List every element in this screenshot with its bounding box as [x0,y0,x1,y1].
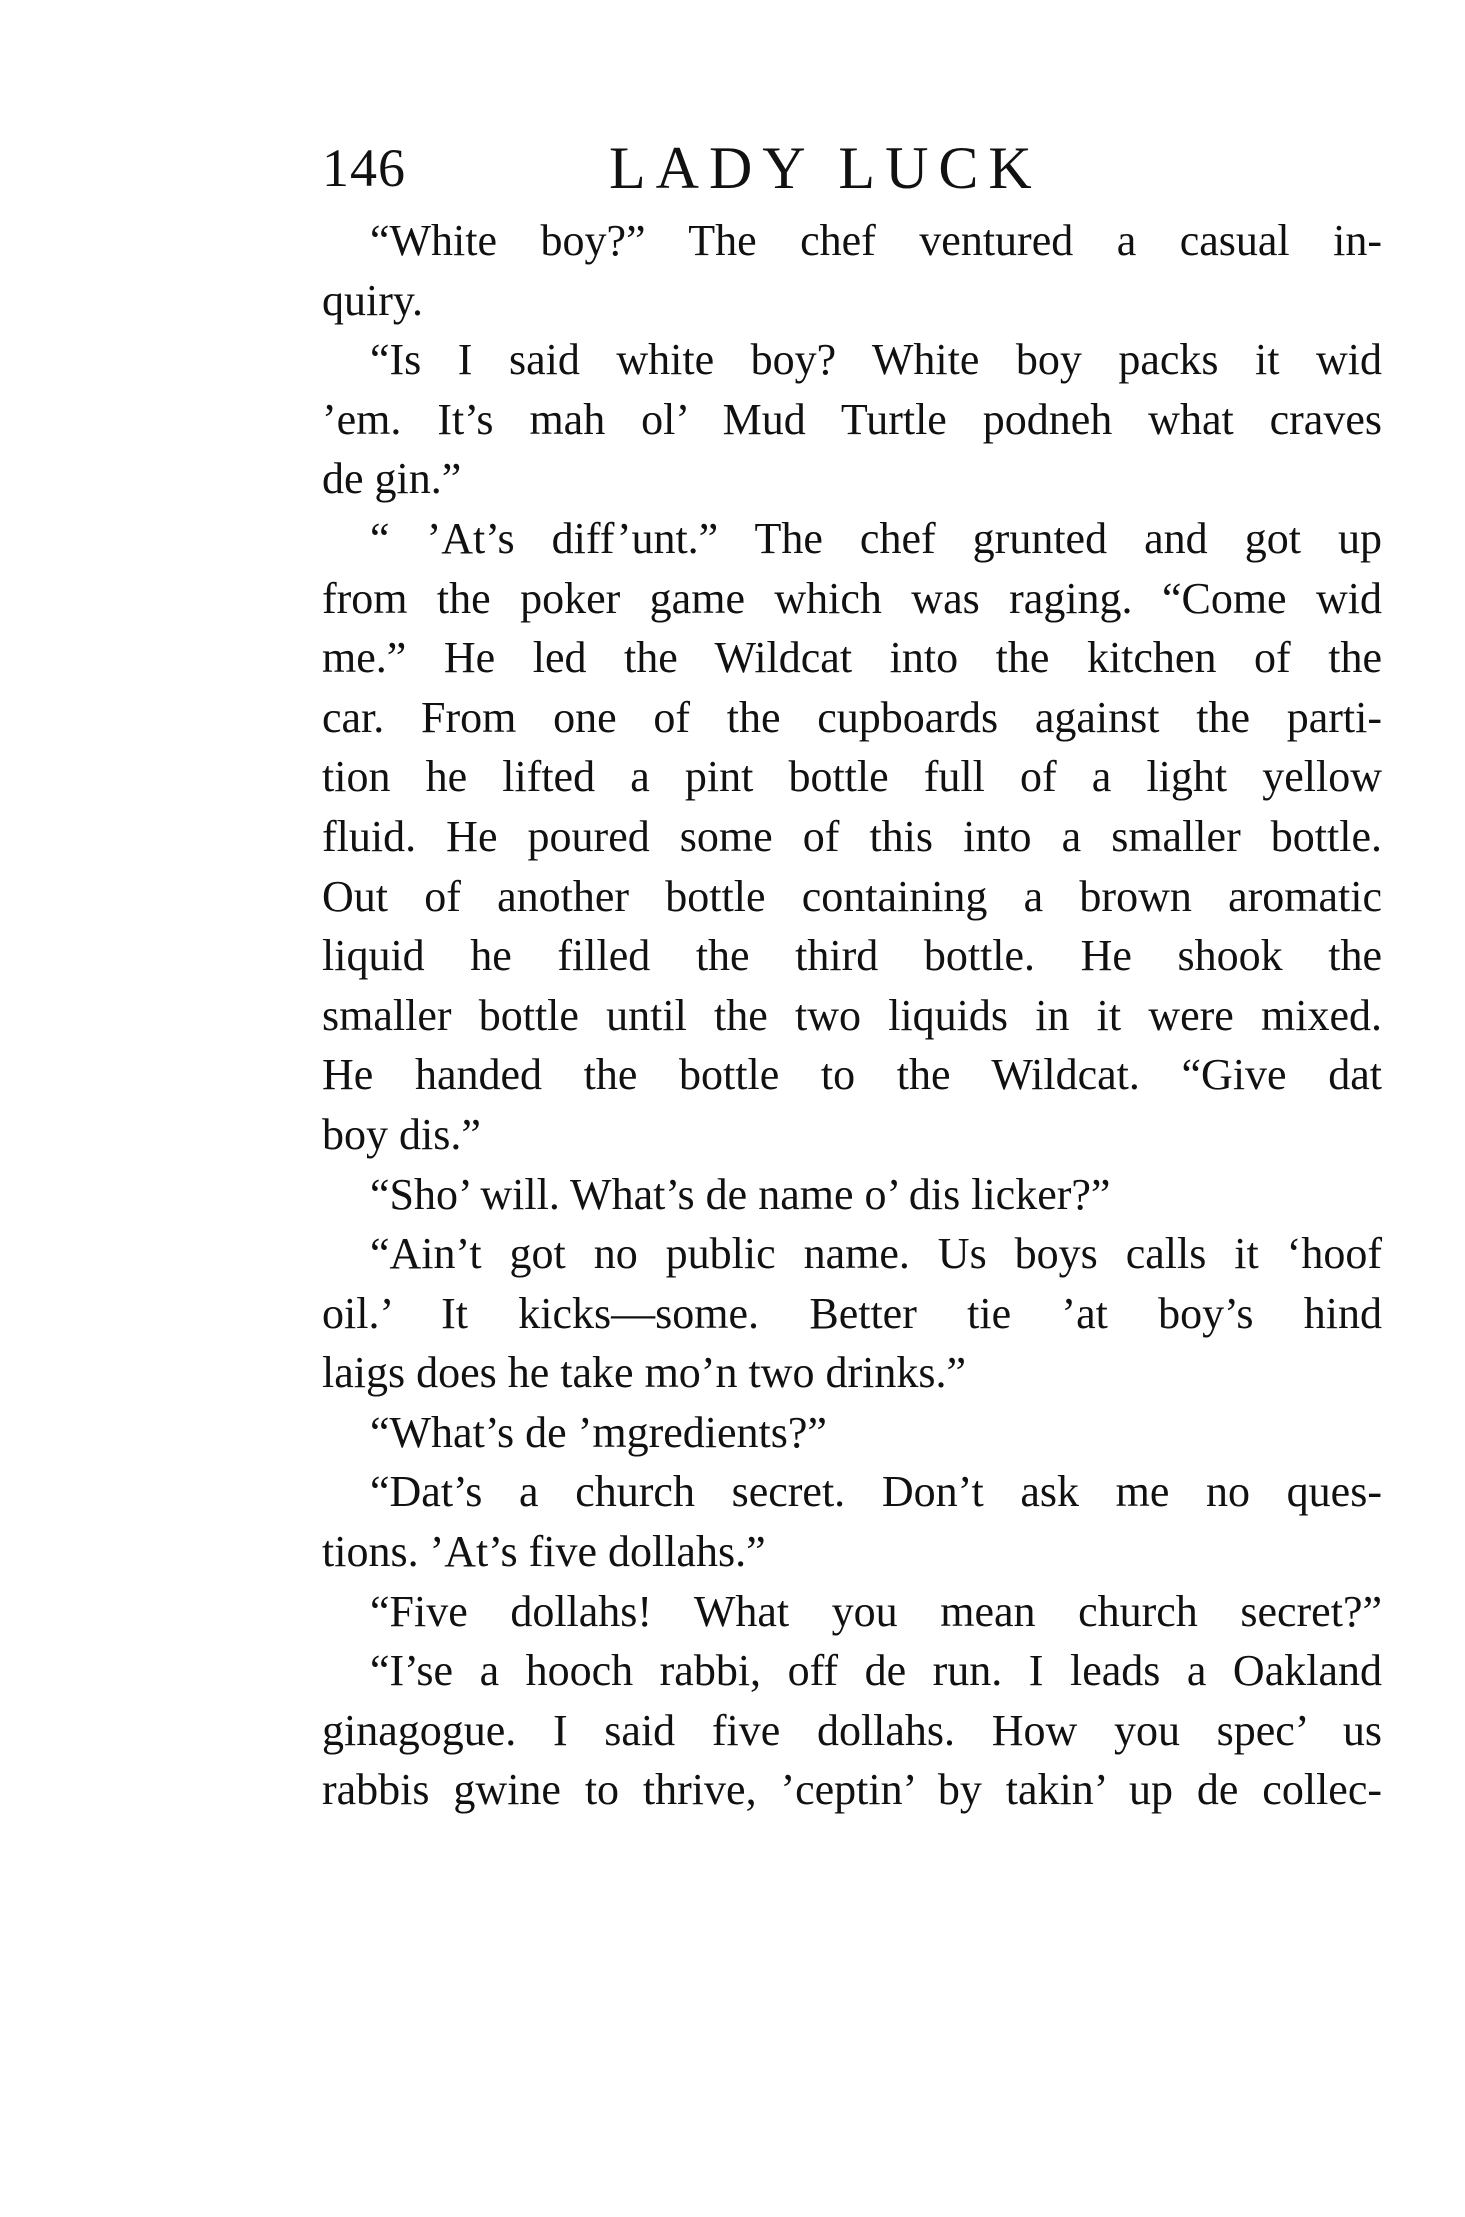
text-line: “Ain’t got no public name. Us boys calls it ‘hoof [370,1229,1382,1279]
running-head [322,128,1082,208]
text-line: “Dat’s a church secret. Don’t ask me no ques- [370,1467,1382,1517]
text-line: tion he lifted a pint bottle full of a light yellow [322,752,1382,802]
text-line: fluid. He poured some of this into a smaller bottle. [322,811,1382,861]
text-line: He handed the bottle to the Wildcat. “Give dat [322,1050,1382,1100]
text-line: oil.’ It kicks—some. Better tie ’at boy’s hind [322,1288,1382,1338]
text-line: “Five dollahs! What you mean church secret?” [370,1586,1382,1636]
text-line: ginagogue. I said five dollahs. How you spec’ us [322,1705,1382,1755]
text-line: quiry. [322,275,424,325]
text-line: tions. ’At’s five dollahs.” [322,1527,766,1577]
text-line: Out of another bottle containing a brown aromatic [322,871,1382,921]
text-line: “What’s de ’mgredients?” [370,1407,827,1457]
text-line: “White boy?” The chef ventured a casual in- [370,216,1382,265]
text-line: de gin.” [322,454,462,504]
text-line: boy dis.” [322,1109,481,1159]
page-number: 146 [322,138,406,198]
text-line: laigs does he take mo’n two drinks.” [322,1348,966,1398]
text-line: me.” He led the Wildcat into the kitchen of the [322,633,1382,683]
text-line: liquid he filled the third bottle. He shook the [322,931,1382,981]
text-line: smaller bottle until the two liquids in it were mixed. [322,990,1382,1040]
text-line: from the poker game which was raging. “Come wid [322,573,1382,623]
text-line: “ ’At’s diff’unt.” The chef grunted and got up [370,513,1382,563]
text-line: “Sho’ will. What’s de name o’ dis licker?” [370,1169,1111,1219]
body-text [322,211,1382,1820]
book-title: LADY LUCK [609,135,1042,201]
text-line: rabbis gwine to thrive, ’ceptin’ by takin’ up de collec- [322,1765,1382,1815]
text-line: car. From one of the cupboards against the parti- [322,692,1382,742]
text-line: “Is I said white boy? White boy packs it wid [370,335,1382,385]
text-line: “I’se a hooch rabbi, off de run. I leads a Oakland [370,1646,1382,1696]
text-line: ’em. It’s mah ol’ Mud Turtle podneh what craves [322,394,1382,444]
